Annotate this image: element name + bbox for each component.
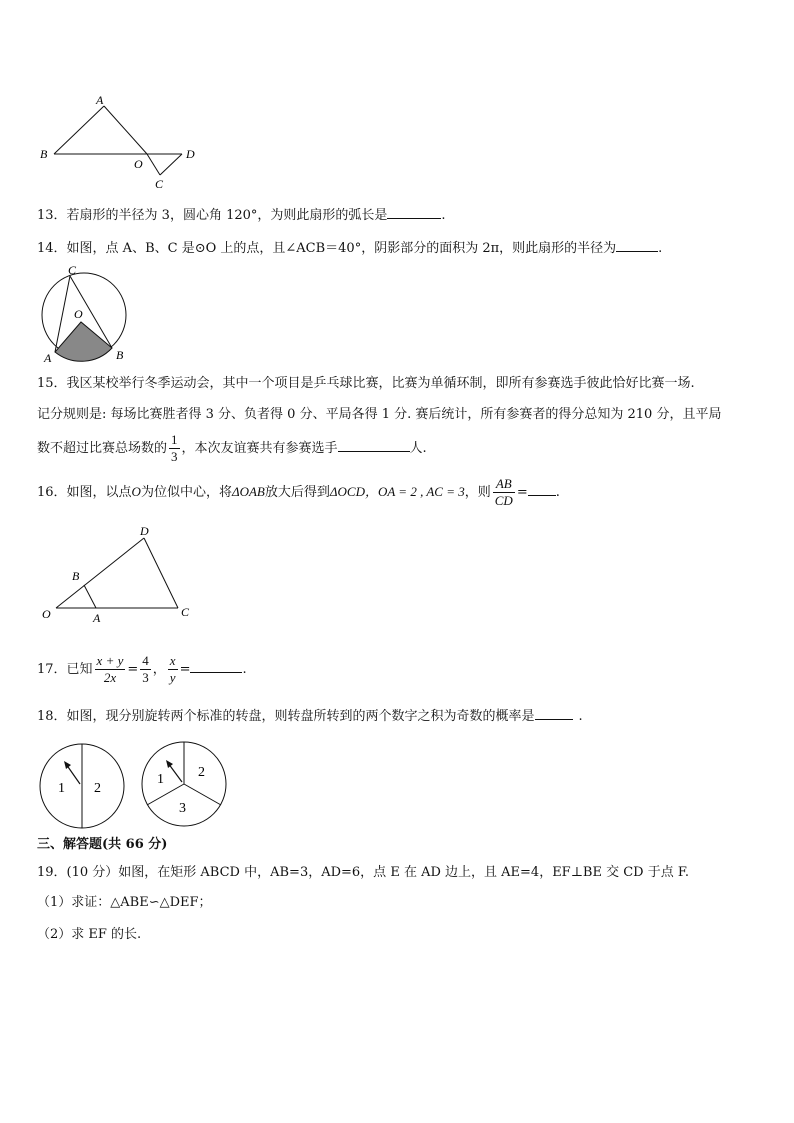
q17-f3-num: x <box>169 653 176 668</box>
q13-answer-blank[interactable] <box>387 206 441 219</box>
label-O: O <box>42 607 51 621</box>
q16-fraction <box>493 476 515 509</box>
figure-q18-spinners <box>36 740 236 832</box>
label-B: B <box>40 147 48 161</box>
question-19-line-1: 19．(10 分）如图，在矩形 ABCD 中，AB=3，AD=6，点 E 在 AD 边上，且 AE=4，EF⊥BE 交 CD 于点 F. <box>37 865 689 880</box>
q17-f2-num: 4 <box>142 653 149 668</box>
q16-frac-num: AB <box>493 476 515 493</box>
q15-answer-blank[interactable] <box>338 439 410 452</box>
q17-f1-den: 2x <box>103 670 117 685</box>
segment-DC <box>160 154 182 175</box>
q17-fraction-2 <box>140 653 151 686</box>
spinner-2-number-2: 2 <box>198 765 205 780</box>
question-19-part-2: （2）求 EF 的长. <box>37 927 142 942</box>
q15-fraction <box>169 432 180 465</box>
question-14 <box>37 239 662 258</box>
q16-mid2: 放大后得到 <box>264 485 330 500</box>
spinner-2-number-3: 3 <box>179 801 186 816</box>
q18-text: 18．如图，现分别旋转两个标准的转盘，则转盘所转到的两个数字之积为奇数的概率是 <box>37 709 535 724</box>
q17-f2-den: 3 <box>142 670 149 685</box>
q17-fraction-1 <box>95 653 126 686</box>
figure-q16 <box>36 520 206 630</box>
q16-point-O: O <box>131 484 141 499</box>
q15-line3-post: ，本次友谊赛共有参赛选手 <box>181 441 338 456</box>
label-O: O <box>134 157 143 171</box>
label-D: D <box>186 147 195 161</box>
segment-AO <box>104 106 147 154</box>
q16-end: . <box>555 485 560 500</box>
segment-OD <box>56 538 144 608</box>
q15-end: 人. <box>409 441 427 456</box>
question-17 <box>37 651 247 689</box>
label-B: B <box>72 569 80 583</box>
label-A: A <box>44 351 52 365</box>
spinner-1-number-1: 1 <box>58 781 65 796</box>
segment-BA <box>84 585 96 608</box>
question-15-line-2: 记分规则是: 每场比赛胜者得 3 分、负者得 0 分、平局各得 1 分. 赛后统计，所有参赛者的得分总知为 210 分，且平局 <box>37 407 722 422</box>
q17-end: . <box>242 662 247 677</box>
figure-q14 <box>36 262 136 368</box>
segment-OC <box>147 154 160 175</box>
question-16 <box>37 473 560 512</box>
q15-frac-num: 1 <box>171 432 178 447</box>
label-A: A <box>93 611 101 625</box>
label-A: A <box>96 93 104 107</box>
question-13 <box>37 206 446 225</box>
q16-mid3: ，则 <box>464 485 491 500</box>
label-B: B <box>116 348 124 362</box>
q17-f3-den: y <box>169 670 176 685</box>
q16-given: ，OA = 2 , AC = 3 <box>364 484 465 499</box>
label-D: D <box>140 524 149 538</box>
q18-end: . <box>578 709 583 724</box>
q15-line3-pre: 数不超过比赛总场数的 <box>37 441 168 456</box>
q16-triangle-OAB: ΔOAB <box>231 484 265 499</box>
segment-BA <box>54 106 104 154</box>
q14-answer-blank[interactable] <box>616 239 658 252</box>
label-C: C <box>68 263 77 277</box>
spinner-2 <box>142 742 226 826</box>
q16-triangle-OCD: ΔOCD <box>329 484 365 499</box>
q17-fraction-3 <box>168 653 178 686</box>
segment-DC <box>144 538 178 608</box>
question-15-line-3 <box>37 432 427 466</box>
q17-eq1: = <box>127 662 139 677</box>
question-18 <box>37 707 583 726</box>
q16-answer-blank[interactable] <box>528 483 556 496</box>
q18-answer-blank[interactable] <box>535 707 573 720</box>
shaded-sector <box>55 322 112 361</box>
q17-f1-num: x + y <box>96 653 124 668</box>
q14-text: 14．如图，点 A、B、C 是⊙O 上的点，且∠ACB＝40°，阴影部分的面积为 2π，则此扇形的半径为 <box>37 241 617 256</box>
question-15-line-1: 15．我区某校举行冬季运动会，其中一个项目是乒乓球比赛，比赛为单循环制，即所有参赛选手彼此恰好比赛一场. <box>37 376 695 391</box>
spinner-1-number-2: 2 <box>94 781 101 796</box>
label-C: C <box>155 177 164 190</box>
label-C: C <box>181 605 190 619</box>
q17-pre: 17．已知 <box>37 662 93 677</box>
q15-frac-den: 3 <box>171 449 178 464</box>
spinner-1 <box>40 744 124 828</box>
q13-text: 13．若扇形的半径为 3，圆心角 120°，为则此扇形的弧长是 <box>37 208 388 223</box>
q16-frac-den: CD <box>494 493 513 508</box>
q17-eq2: = <box>179 662 191 677</box>
label-O: O <box>74 307 83 321</box>
section-3-heading: 三、解答题(共 66 分) <box>37 837 168 852</box>
q17-answer-blank[interactable] <box>190 660 242 673</box>
figure-q12 <box>34 90 204 190</box>
spinner-2-number-1: 1 <box>157 772 164 787</box>
question-19-part-1: （1）求证：△ABE∽△DEF； <box>37 895 212 910</box>
q14-end: . <box>658 241 663 256</box>
q13-end: . <box>441 208 446 223</box>
q16-pre: 16．如图，以点 <box>37 485 132 500</box>
q17-sep: ， <box>152 662 166 677</box>
q16-mid1: 为位似中心，将 <box>140 485 232 500</box>
q16-eq: = <box>516 485 528 500</box>
